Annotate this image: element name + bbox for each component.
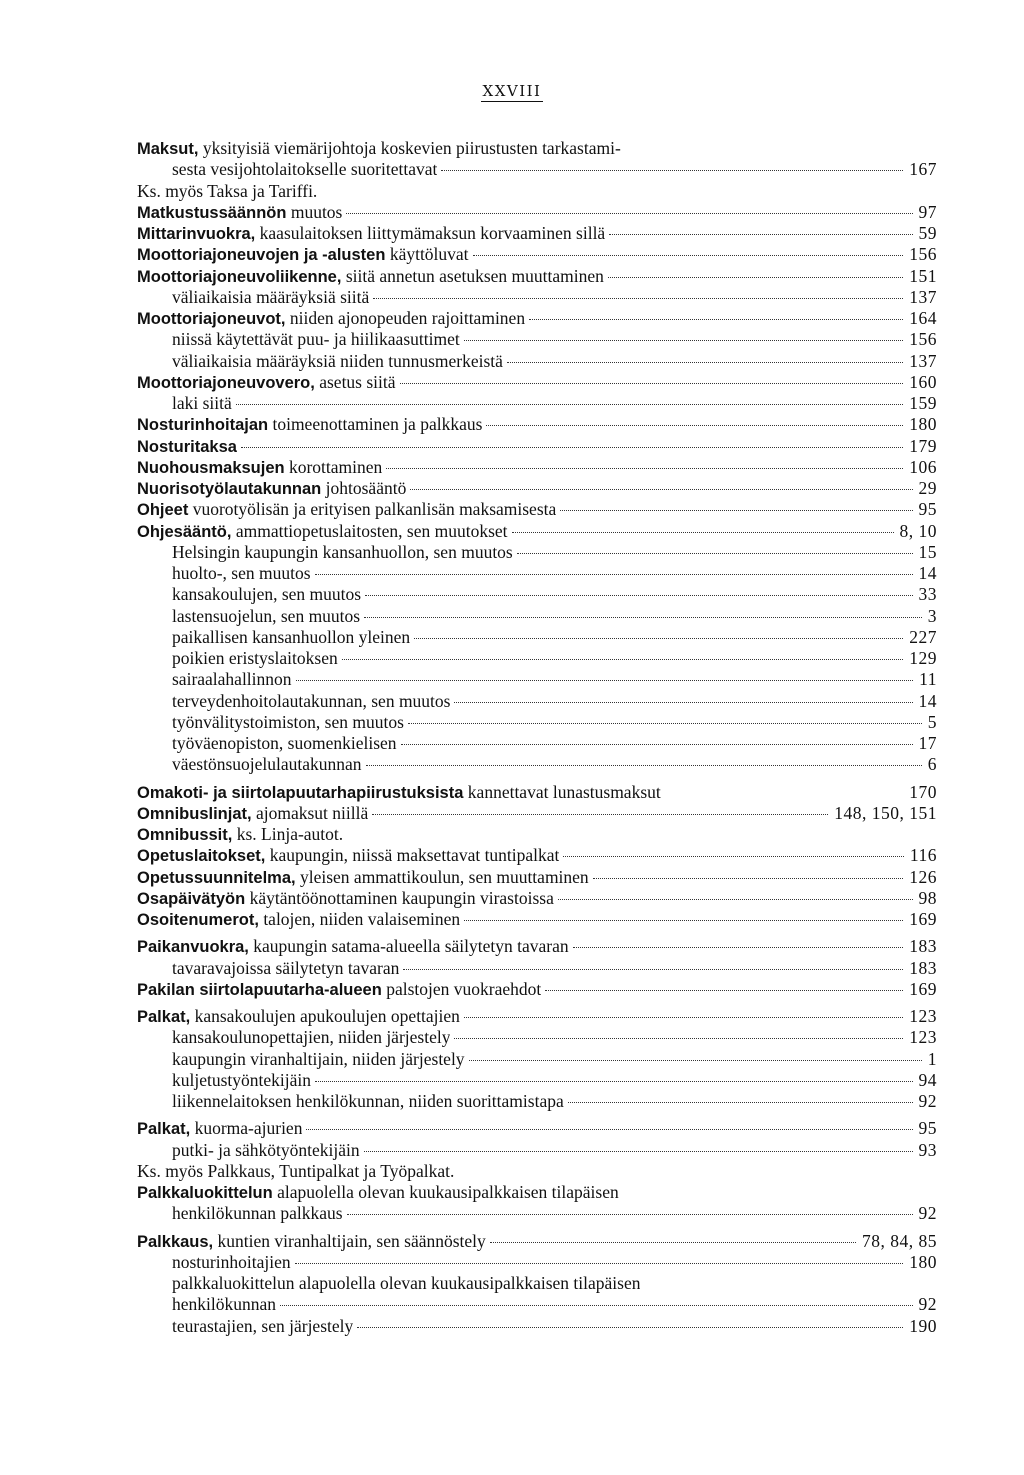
entry-text xyxy=(137,414,482,436)
entry-heading: Nuohousmaksujen xyxy=(137,458,285,477)
page-number: 5 xyxy=(927,711,937,732)
page-number: 6 xyxy=(927,754,937,775)
entry-text xyxy=(172,648,338,669)
dot-leader xyxy=(346,212,912,214)
index-entry xyxy=(137,1091,937,1112)
dot-leader xyxy=(529,318,903,320)
entry-description: lastensuojelun, sen muutos xyxy=(172,605,361,626)
entry-description: henkilökunnan xyxy=(172,1294,277,1315)
entry-text xyxy=(137,888,554,910)
entry-text xyxy=(137,266,604,288)
entry-description: johtosääntö xyxy=(321,478,407,498)
entry-description: työnvälitystoimiston, sen muutos xyxy=(172,711,404,732)
entry-description: sairaalahallinnon xyxy=(172,669,292,690)
dot-leader xyxy=(373,297,903,299)
entry-description: niiden ajonopeuden rajoittaminen xyxy=(285,308,526,328)
dot-leader xyxy=(517,552,913,554)
dot-leader xyxy=(486,424,903,426)
entry-description: liikennelaitoksen henkilökunnan, niiden suorittamistapa xyxy=(172,1091,564,1111)
dot-leader xyxy=(593,877,904,879)
entry-description: alapuolella olevan kuukausipalkkaisen tilapäisen xyxy=(272,1182,619,1202)
entry-description: asetus siitä xyxy=(314,371,396,392)
entry-text xyxy=(137,1006,460,1028)
index-entry xyxy=(137,202,937,223)
dot-leader xyxy=(347,1213,913,1215)
entry-description: korottaminen xyxy=(284,456,383,477)
dot-leader xyxy=(386,467,903,469)
page-number: 159 xyxy=(909,393,937,413)
page-number: 78, 84, 85 xyxy=(862,1230,937,1251)
entry-heading: Omnibussit, xyxy=(137,826,233,844)
dot-leader xyxy=(372,813,828,815)
dot-leader xyxy=(414,637,903,639)
dot-leader xyxy=(469,1059,922,1061)
page-number: 156 xyxy=(909,329,937,350)
page-number: 1 xyxy=(927,1048,937,1069)
index-entry xyxy=(137,393,937,414)
entry-description: käytäntöönottaminen kaupungin virastoissa xyxy=(245,887,554,908)
entry-heading: Nuorisotyölautakunnan xyxy=(137,480,322,498)
index-entry xyxy=(137,436,937,457)
entry-text xyxy=(137,936,569,958)
page-number: 14 xyxy=(918,563,937,583)
entry-text xyxy=(137,499,556,521)
entry-heading: Moottoriajoneuvot, xyxy=(137,310,286,328)
entry-text xyxy=(137,1161,454,1182)
index-entry xyxy=(137,499,937,520)
index-entry xyxy=(137,691,937,712)
entry-description: kaupungin, niissä maksettavat tuntipalkat xyxy=(265,845,560,866)
entry-text xyxy=(172,733,397,754)
dot-leader xyxy=(365,594,912,596)
entry-description: vuorotyölisän ja erityisen palkanlisän maksamisesta xyxy=(188,499,557,520)
page-number: 98 xyxy=(918,887,937,908)
entry-description: tavaravajoissa säilytetyn tavaran xyxy=(172,957,400,978)
entry-heading: Moottoriajoneuvojen ja -alusten xyxy=(137,246,386,265)
dot-leader xyxy=(473,254,904,256)
entry-text xyxy=(137,1182,619,1204)
dot-leader xyxy=(608,276,903,278)
dot-leader xyxy=(558,898,913,900)
index-entry xyxy=(137,627,937,648)
entry-description: laki siitä xyxy=(172,393,232,413)
page-number: 170 xyxy=(909,781,937,802)
entry-heading: Osoitenumerot, xyxy=(137,911,259,929)
index-entry xyxy=(137,1294,937,1315)
dot-leader xyxy=(609,233,912,235)
entry-text xyxy=(172,1140,360,1161)
entry-description: putki- ja sähkötyöntekijäin xyxy=(172,1139,360,1160)
index-entry xyxy=(137,824,937,845)
entry-description: nosturinhoitajien xyxy=(172,1251,291,1272)
index-entry xyxy=(137,563,937,584)
entry-heading: Moottoriajoneuvoliikenne, xyxy=(137,267,342,286)
index-entry xyxy=(137,1231,937,1252)
entry-description: poikien eristyslaitoksen xyxy=(172,648,338,668)
entry-heading: Palkat, xyxy=(137,1120,191,1139)
index-entry xyxy=(137,244,937,265)
page-number: 95 xyxy=(918,1118,937,1139)
page-label: XXVIII xyxy=(482,82,542,100)
entry-heading: Paikanvuokra, xyxy=(137,938,249,957)
page-number: 17 xyxy=(918,733,937,753)
page-number: 116 xyxy=(909,845,937,866)
page-number: 106 xyxy=(909,456,937,477)
entry-description: siitä annetun asetuksen muuttaminen xyxy=(341,265,604,286)
entry-text xyxy=(172,627,410,648)
entry-text xyxy=(172,542,513,563)
entry-text xyxy=(172,1027,450,1048)
entry-description: kannettavat lunastusmaksut xyxy=(463,781,661,802)
entry-text xyxy=(172,1049,465,1070)
dot-leader xyxy=(464,1016,903,1018)
index-entry xyxy=(137,733,937,754)
entry-description: kaasulaitoksen liittymämaksun korvaaminen sillä xyxy=(255,223,606,243)
index-entry xyxy=(137,223,937,244)
index-entry xyxy=(137,181,937,202)
page-number: 179 xyxy=(909,435,937,456)
entry-heading: Omnibuslinjat, xyxy=(137,804,252,823)
entry-text xyxy=(137,308,525,330)
entry-text xyxy=(172,958,399,979)
entry-text xyxy=(137,803,368,825)
dot-leader xyxy=(241,446,903,448)
page-number: 97 xyxy=(918,201,937,222)
entry-text xyxy=(172,691,450,712)
entry-text xyxy=(137,223,605,245)
index-entry xyxy=(137,1161,937,1182)
index-entry xyxy=(137,936,937,957)
entry-heading: Pakilan siirtolapuutarha-alueen xyxy=(137,980,382,999)
entry-description: terveydenhoitolautakunnan, sen muutos xyxy=(172,690,451,711)
page-number: 167 xyxy=(909,159,937,180)
entry-text xyxy=(137,181,317,202)
page-number: 156 xyxy=(909,244,937,265)
dot-leader xyxy=(512,531,894,533)
entry-description: muutos xyxy=(286,201,343,222)
entry-text xyxy=(137,138,621,160)
entry-text xyxy=(172,329,460,350)
entry-heading: Ohjesääntö, xyxy=(137,522,232,541)
entry-heading: Opetuslaitokset, xyxy=(137,847,266,866)
entry-heading: Maksut, xyxy=(137,140,199,158)
entry-description: ks. Linja-autot. xyxy=(232,824,344,844)
entry-description: ammattiopetuslaitosten, sen muutokset xyxy=(231,520,508,541)
entry-description: kaupungin satama-alueella säilytetyn tavaran xyxy=(248,936,569,957)
index-entry xyxy=(137,712,937,733)
entry-description: kansakoulujen apukoulujen opettajien xyxy=(190,1006,460,1026)
entry-description: työväenopiston, suomenkielisen xyxy=(172,733,397,753)
entry-text xyxy=(172,563,311,584)
page-number: 93 xyxy=(918,1139,937,1160)
dot-leader xyxy=(410,488,912,490)
dot-leader xyxy=(441,169,903,171)
entry-text xyxy=(137,979,541,1001)
page-number: 123 xyxy=(909,1027,937,1048)
page-number: 29 xyxy=(918,478,937,498)
entry-text xyxy=(137,824,343,846)
entry-heading: Palkkaluokittelun xyxy=(137,1184,273,1202)
index-entry xyxy=(137,754,937,775)
dot-leader xyxy=(464,339,904,341)
entry-heading: Moottoriajoneuvovero, xyxy=(137,373,315,392)
page-number: 169 xyxy=(909,909,937,929)
dot-leader xyxy=(490,1241,856,1243)
dot-leader xyxy=(364,1150,913,1152)
entry-description: käyttöluvat xyxy=(385,244,469,265)
page-number: 11 xyxy=(919,669,937,690)
entry-description: kuntien viranhaltijain, sen säännöstely xyxy=(213,1230,486,1251)
entry-text xyxy=(137,909,460,931)
entry-heading: Nosturinhoitajan xyxy=(137,416,269,435)
entry-text xyxy=(172,1203,343,1224)
entry-heading: Palkkaus, xyxy=(137,1232,214,1251)
page-number: 190 xyxy=(909,1315,937,1336)
entry-description: talojen, niiden valaiseminen xyxy=(258,909,461,929)
index-entry xyxy=(137,1049,937,1070)
entry-text xyxy=(137,845,559,867)
index-entry xyxy=(137,1203,937,1224)
dot-leader xyxy=(403,968,903,970)
entry-description: kaupungin viranhaltijain, niiden järjestely xyxy=(172,1048,465,1069)
index-entry xyxy=(137,457,937,478)
page-number: 15 xyxy=(918,541,937,562)
entry-text xyxy=(137,1118,302,1140)
entry-heading: Opetussuunnitelma, xyxy=(137,868,296,887)
index-entry xyxy=(137,782,937,803)
index-entry xyxy=(137,1006,937,1027)
dot-leader xyxy=(573,946,904,948)
index-entry xyxy=(137,867,937,888)
dot-leader xyxy=(357,1326,903,1328)
entry-heading: Nosturitaksa xyxy=(137,437,237,456)
entry-description: Helsingin kaupungin kansanhuollon, sen muutos xyxy=(172,541,513,562)
entry-heading: Mittarinvuokra, xyxy=(137,225,256,243)
index-entry xyxy=(137,478,937,499)
page-number: 94 xyxy=(918,1069,937,1090)
entry-description: kansakoulujen, sen muutos xyxy=(172,584,362,605)
dot-leader xyxy=(315,573,913,575)
dot-leader xyxy=(342,658,904,660)
entry-text xyxy=(172,287,369,308)
entry-text xyxy=(172,351,503,372)
index-entry xyxy=(137,803,937,824)
entry-text xyxy=(172,754,362,775)
entry-text xyxy=(172,1316,353,1337)
entry-heading: Matkustussäännön xyxy=(137,203,287,222)
page-number: 183 xyxy=(909,936,937,957)
entry-description: yksityisiä viemärijohtoja koskevien piirustusten tarkastami- xyxy=(198,138,621,158)
entry-description: huolto-, sen muutos xyxy=(172,563,311,583)
index-entry xyxy=(137,845,937,866)
entry-text xyxy=(172,1091,564,1112)
index-entry xyxy=(137,648,937,669)
index-entry xyxy=(137,669,937,690)
index-entry xyxy=(137,979,937,1000)
index-entry xyxy=(137,888,937,909)
dot-leader xyxy=(408,722,922,724)
index-entry xyxy=(137,414,937,435)
index-entry xyxy=(137,1118,937,1139)
index-entry xyxy=(137,138,937,159)
entry-description: henkilökunnan palkkaus xyxy=(172,1203,343,1224)
entry-description: palkkaluokittelun alapuolella olevan kuukausipalkkaisen tilapäisen xyxy=(172,1273,641,1293)
entry-heading: Palkat, xyxy=(137,1008,191,1026)
index-entry xyxy=(137,958,937,979)
index-entry xyxy=(137,1182,937,1203)
index-entry xyxy=(137,1070,937,1091)
page-number: 129 xyxy=(909,648,937,668)
entry-description: väliaikaisia määräyksiä niiden tunnusmerkeistä xyxy=(172,350,503,371)
entry-heading: Omakoti- ja siirtolapuutarhapiirustuksista xyxy=(137,783,464,802)
index-entry xyxy=(137,584,937,605)
dot-leader xyxy=(545,989,903,991)
entry-text xyxy=(137,521,508,543)
entry-description: palstojen vuokraehdot xyxy=(381,978,542,999)
index-entry xyxy=(137,308,937,329)
index-entry xyxy=(137,909,937,930)
page-number: 164 xyxy=(909,308,937,328)
page-number: 92 xyxy=(918,1294,937,1315)
page-number: 137 xyxy=(909,350,937,371)
entry-description: väestönsuojelulautakunnan xyxy=(172,754,362,775)
entry-text xyxy=(172,584,361,605)
index-entry xyxy=(137,266,937,287)
dot-leader xyxy=(464,919,903,921)
entry-text xyxy=(137,1231,486,1253)
page-number: 14 xyxy=(918,690,937,711)
entry-description: ajomaksut niillä xyxy=(251,802,369,823)
entry-text xyxy=(137,457,382,479)
dot-leader xyxy=(507,361,903,363)
entry-description: kuljetustyöntekijäin xyxy=(172,1069,312,1090)
page-number: 33 xyxy=(918,584,937,605)
page-number: 183 xyxy=(909,957,937,978)
page-number: 123 xyxy=(909,1006,937,1026)
entry-description: sesta vesijohtolaitokselle suoritettavat xyxy=(172,159,438,180)
index-entry xyxy=(137,606,937,627)
dot-leader xyxy=(295,1262,904,1264)
entry-text xyxy=(137,782,661,804)
index-entry xyxy=(137,372,937,393)
dot-leader xyxy=(366,764,922,766)
dot-leader xyxy=(296,679,914,681)
page-number: 160 xyxy=(909,371,937,392)
entry-text xyxy=(172,159,437,180)
entry-text xyxy=(172,712,404,733)
entry-text xyxy=(137,478,406,500)
entry-heading: Ohjeet xyxy=(137,501,189,520)
page-number: 92 xyxy=(918,1091,937,1111)
index-entry xyxy=(137,542,937,563)
entry-description: kansakoulunopettajien, niiden järjestely xyxy=(172,1027,451,1048)
entry-description: väliaikaisia määräyksiä siitä xyxy=(172,286,370,307)
index-entry xyxy=(137,521,937,542)
dot-leader xyxy=(563,855,903,857)
index-entry xyxy=(137,1273,937,1294)
page-number: 180 xyxy=(909,1251,937,1272)
index-entry xyxy=(137,351,937,372)
page-number: 3 xyxy=(927,605,937,626)
dot-leader xyxy=(364,616,922,618)
page-number: 227 xyxy=(909,626,937,647)
page-number: 148, 150, 151 xyxy=(834,802,937,823)
index-entry xyxy=(137,1140,937,1161)
entry-text xyxy=(172,1252,291,1273)
page-number: 180 xyxy=(909,414,937,435)
page-number: 95 xyxy=(918,499,937,520)
index-entry xyxy=(137,159,937,180)
entry-text xyxy=(172,669,292,690)
entry-description: yleisen ammattikoulun, sen muuttaminen xyxy=(295,866,589,887)
entry-text xyxy=(172,393,232,414)
index-entry xyxy=(137,287,937,308)
entry-description: Ks. myös Palkkaus, Tuntipalkat ja Työpalkat. xyxy=(137,1160,455,1181)
entry-description: niissä käytettävät puu- ja hiilikaasuttimet xyxy=(172,329,460,350)
index-entry xyxy=(137,1027,937,1048)
entry-text xyxy=(137,244,469,266)
dot-leader xyxy=(400,382,904,384)
page-number: 92 xyxy=(918,1203,937,1224)
entry-description: kuorma-ajurien xyxy=(190,1118,303,1139)
entry-text xyxy=(172,1273,640,1294)
dot-leader xyxy=(454,701,912,703)
entry-heading: Osapäivätyön xyxy=(137,889,246,908)
page-number: 169 xyxy=(909,978,937,999)
index-entry xyxy=(137,329,937,350)
dot-leader xyxy=(568,1101,913,1103)
dot-leader xyxy=(236,403,903,405)
entry-text xyxy=(137,867,589,889)
page-number: 137 xyxy=(909,286,937,307)
dot-leader xyxy=(280,1304,912,1306)
dot-leader xyxy=(454,1037,903,1039)
page-number: 59 xyxy=(918,223,937,243)
entry-text xyxy=(137,372,396,394)
entry-text xyxy=(172,1070,311,1091)
index-list xyxy=(137,138,937,1337)
dot-leader xyxy=(315,1080,912,1082)
entry-description: teurastajien, sen järjestely xyxy=(172,1315,354,1336)
entry-text xyxy=(172,606,360,627)
entry-text xyxy=(172,1294,276,1315)
dot-leader xyxy=(560,509,912,511)
entry-description: paikallisen kansanhuollon yleinen xyxy=(172,626,411,647)
dot-leader xyxy=(306,1128,912,1130)
index-entry xyxy=(137,1316,937,1337)
page-number: 8, 10 xyxy=(899,520,937,541)
dot-leader xyxy=(401,743,913,745)
page-number: 151 xyxy=(909,265,937,286)
entry-description: Ks. myös Taksa ja Tariffi. xyxy=(137,180,318,201)
page-number: 126 xyxy=(909,866,937,887)
entry-text xyxy=(137,436,237,458)
entry-description: toimeenottaminen ja palkkaus xyxy=(268,414,483,435)
page-header xyxy=(0,82,1024,100)
entry-text xyxy=(137,202,342,224)
index-entry xyxy=(137,1252,937,1273)
